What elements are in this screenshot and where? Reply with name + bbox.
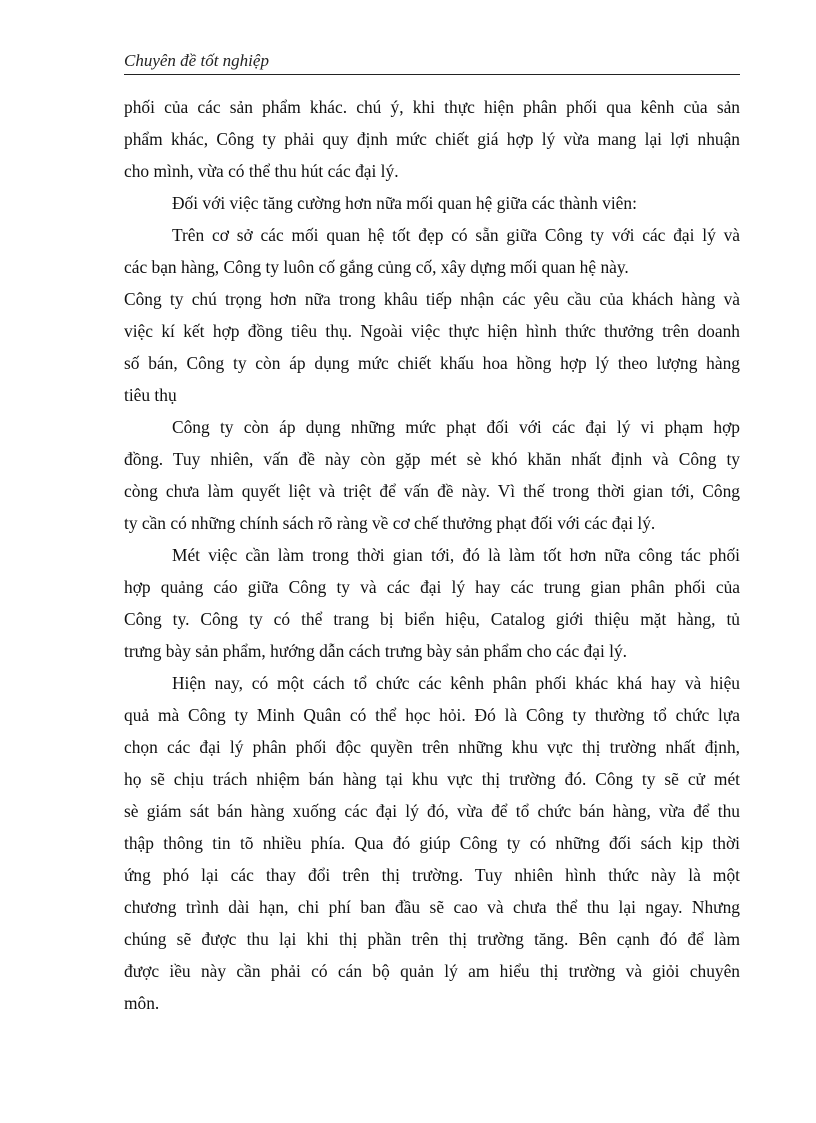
text-line: họ sẽ chịu trách nhiệm bán hàng tại khu vực thị trường đó. Công ty sẽ cử mét	[124, 769, 740, 789]
text-line: chương trình dài hạn, chi phí ban đầu sẽ cao và chưa thể thu lại ngay. Nhưng	[124, 897, 740, 917]
text-line: quả mà Công ty Minh Quân có thể học hỏi. Đó là Công ty thường tổ chức lựa	[124, 705, 740, 725]
text-line: trưng bày sản phẩm, hướng dẫn cách trưng bày sản phẩm cho các đại lý.	[124, 641, 628, 661]
text-line: đồng. Tuy nhiên, vấn đề này còn gặp mét sè khó khăn nhất định và Công ty	[124, 449, 740, 469]
text-line: sè giám sát bán hàng xuống các đại lý đó, vừa để tổ chức bán hàng, vừa để thu	[124, 801, 740, 821]
text-line: Hiện nay, có một cách tổ chức các kênh phân phối khác khá hay và hiệu	[172, 673, 740, 693]
text-line: các bạn hàng, Công ty luôn cố gắng củng cố, xây dựng mối quan hệ này.	[124, 257, 629, 277]
paragraph-4	[124, 283, 740, 411]
text-line: được iều này cần phải có cán bộ quản lý am hiểu thị trường và giỏi chuyên	[124, 961, 740, 981]
paragraph-1	[124, 91, 740, 187]
text-line: còng chưa làm quyết liệt và triệt để vấn đề này. Vì thế trong thời gian tới, Công	[124, 481, 740, 501]
text-line: cho mình, vừa có thể thu hút các đại lý.	[124, 161, 399, 181]
text-line: tiêu thụ	[124, 385, 177, 405]
text-line: ty cần có những chính sách rõ ràng về cơ chế thưởng phạt đối với các đại lý.	[124, 513, 656, 533]
text-line: số bán, Công ty còn áp dụng mức chiết khấu hoa hồng hợp lý theo lượng hàng	[124, 353, 740, 373]
text-line: môn.	[124, 993, 160, 1013]
paragraph-6	[124, 539, 740, 667]
text-line: Công ty còn áp dụng những mức phạt đối với các đại lý vi phạm hợp	[172, 417, 740, 437]
header-title: Chuyên đề tốt nghiệp	[124, 51, 269, 70]
paragraph-3	[124, 219, 740, 283]
text-line: Mét việc cần làm trong thời gian tới, đó là làm tốt hơn nữa công tác phối	[172, 545, 740, 565]
text-line: phối của các sản phẩm khác. chú ý, khi thực hiện phân phối qua kênh của sản	[124, 97, 740, 117]
document-body	[124, 91, 740, 1019]
paragraph-5	[124, 411, 740, 539]
text-line: chọn các đại lý phân phối độc quyền trên những khu vực thị trường nhất định,	[124, 737, 740, 757]
text-line: ứng phó lại các thay đổi trên thị trường. Tuy nhiên hình thức này là một	[124, 865, 740, 885]
text-line: Công ty chú trọng hơn nữa trong khâu tiếp nhận các yêu cầu của khách hàng và	[124, 289, 740, 309]
text-line: thập thông tin tõ nhiều phía. Qua đó giúp Công ty có những đối sách kịp thời	[124, 833, 740, 853]
text-line: chúng sẽ được thu lại khi thị phần trên thị trường tăng. Bên cạnh đó để làm	[124, 929, 740, 949]
text-line: phẩm khác, Công ty phải quy định mức chiết giá hợp lý vừa mang lại lợi nhuận	[124, 129, 740, 149]
text-line: hợp quảng cáo giữa Công ty và các đại lý hay các trung gian phân phối của	[124, 577, 740, 597]
page-header	[124, 50, 740, 75]
text-line: việc kí kết hợp đồng tiêu thụ. Ngoài việc thực hiện hình thức thưởng trên doanh	[124, 321, 740, 341]
text-line: Đối với việc tăng cường hơn nữa mối quan hệ giữa các thành viên:	[172, 193, 637, 213]
text-line: Trên cơ sở các mối quan hệ tốt đẹp có sẵn giữa Công ty với các đại lý và	[172, 225, 740, 245]
text-line: Công ty. Công ty có thể trang bị biển hiệu, Catalog giới thiệu mặt hàng, tủ	[124, 609, 740, 629]
paragraph-7	[124, 667, 740, 1019]
paragraph-2	[124, 187, 740, 219]
